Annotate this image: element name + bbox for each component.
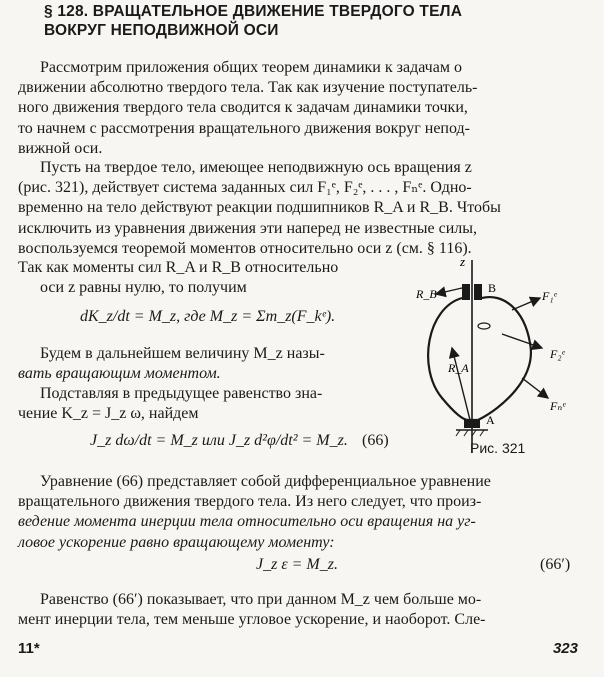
text-line: вать вращающим моментом. bbox=[18, 365, 221, 383]
paragraph-7 bbox=[18, 590, 578, 630]
force-fn-arrow bbox=[522, 378, 548, 398]
text-line: исключить из уравнения движения эти наперед не известные силы, bbox=[18, 219, 478, 237]
heading-line-2: ВОКРУГ НЕПОДВИЖНОЙ ОСИ bbox=[44, 22, 279, 39]
text-line: Уравнение (66) представляет собой дифференциальное уравнение bbox=[40, 473, 491, 490]
formula-66: J_z dω/dt = M_z или J_z d²φ/dt² = M_z. bbox=[90, 432, 348, 449]
paragraph-5 bbox=[18, 384, 403, 424]
bearing-b-left bbox=[462, 284, 470, 300]
force-fn-label: Fₙᵉ bbox=[550, 399, 566, 413]
paragraph-3 bbox=[18, 258, 403, 298]
text-line: мент инерции тела, тем меньше угловое ускорение, и наоборот. Сле- bbox=[18, 611, 486, 629]
section-heading bbox=[44, 2, 564, 40]
paragraph-2 bbox=[18, 158, 578, 259]
text-line: временно на тело действуют реакции подшипников R_A и R_B. Чтобы bbox=[18, 199, 501, 217]
text-line: Равенство (66′) показывает, что при данном M_z чем больше мо- bbox=[40, 591, 482, 608]
text-line: ного движения твердого тела сводится к задачам динамики точки, bbox=[18, 99, 468, 117]
text-line: то начнем с рассмотрения вращательного движения вокруг непод- bbox=[18, 119, 470, 137]
text-line: вращательного движения твердого тела. Из него следует, что произ- bbox=[18, 493, 482, 511]
reaction-rb-arrow bbox=[436, 288, 462, 294]
paragraph-1 bbox=[18, 58, 578, 159]
text-line: ведение момента инерции тела относительно оси вращения на уг- bbox=[18, 513, 476, 531]
equation-number-66: (66) bbox=[362, 432, 389, 449]
signature-mark: 11* bbox=[18, 640, 40, 657]
text-line: Подставляя в предыдущее равенство зна- bbox=[40, 385, 323, 402]
rotation-arrow-arc bbox=[478, 323, 490, 329]
text-line: Пусть на твердое тело, имеющее неподвижную ось вращения z bbox=[40, 159, 472, 176]
bearing-a-label: A bbox=[486, 413, 495, 427]
reaction-ra-label: R_A bbox=[448, 361, 469, 375]
figure-caption: Рис. 321 bbox=[470, 440, 526, 456]
text-line: движении абсолютно твердого тела. Так как изучение поступатель- bbox=[18, 79, 478, 97]
text-line: чение K_z = J_z ω, найдем bbox=[18, 405, 199, 423]
text-line: Рассмотрим приложения общих теорем динамики к задачам о bbox=[40, 59, 462, 76]
text-line: вижной оси. bbox=[18, 139, 103, 157]
figure-321 bbox=[402, 248, 602, 468]
formula-66-prime: J_z ε = M_z. bbox=[256, 556, 338, 573]
text-line: воспользуемся теоремой моментов относительно оси z (см. § 116). bbox=[18, 239, 472, 257]
text-line: Так как моменты сил R_A и R_B относительно bbox=[18, 259, 339, 276]
rigid-body-outline bbox=[428, 297, 531, 420]
axis-z-label: z bbox=[460, 254, 466, 269]
bearing-b-label: B bbox=[488, 281, 497, 295]
bearing-b-right bbox=[474, 284, 482, 300]
force-f2-label: F₂ᵉ bbox=[550, 347, 565, 361]
page-number: 323 bbox=[552, 640, 578, 657]
text-line: оси z равны нулю, то получим bbox=[40, 279, 247, 297]
force-f1-arrow bbox=[512, 298, 540, 310]
bearing-a bbox=[464, 420, 480, 428]
force-f1-label: F₁ᵉ bbox=[542, 289, 557, 303]
text-line: (рис. 321), действует система заданных сил F₁ᵉ, F₂ᵉ, . . . , Fₙᵉ. Одно- bbox=[18, 179, 472, 197]
paragraph-4 bbox=[18, 344, 403, 384]
heading-line-1: § 128. ВРАЩАТЕЛЬНОЕ ДВИЖЕНИЕ ТВЕРДОГО ТЕЛА bbox=[44, 3, 463, 20]
reaction-ra-arrow bbox=[452, 348, 470, 420]
reaction-rb-label: R_B bbox=[416, 287, 437, 301]
text-line: Будем в дальнейшем величину M_z назы- bbox=[40, 345, 325, 362]
equation-number-66-prime: (66′) bbox=[540, 556, 571, 573]
paragraph-6 bbox=[18, 472, 578, 553]
force-f2-arrow bbox=[502, 334, 542, 348]
text-line: ловое ускорение равно вращающему моменту: bbox=[18, 533, 335, 551]
formula-moment-theorem: dK_z/dt = M_z, где M_z = Σm_z(F_kᵉ). bbox=[80, 308, 336, 325]
